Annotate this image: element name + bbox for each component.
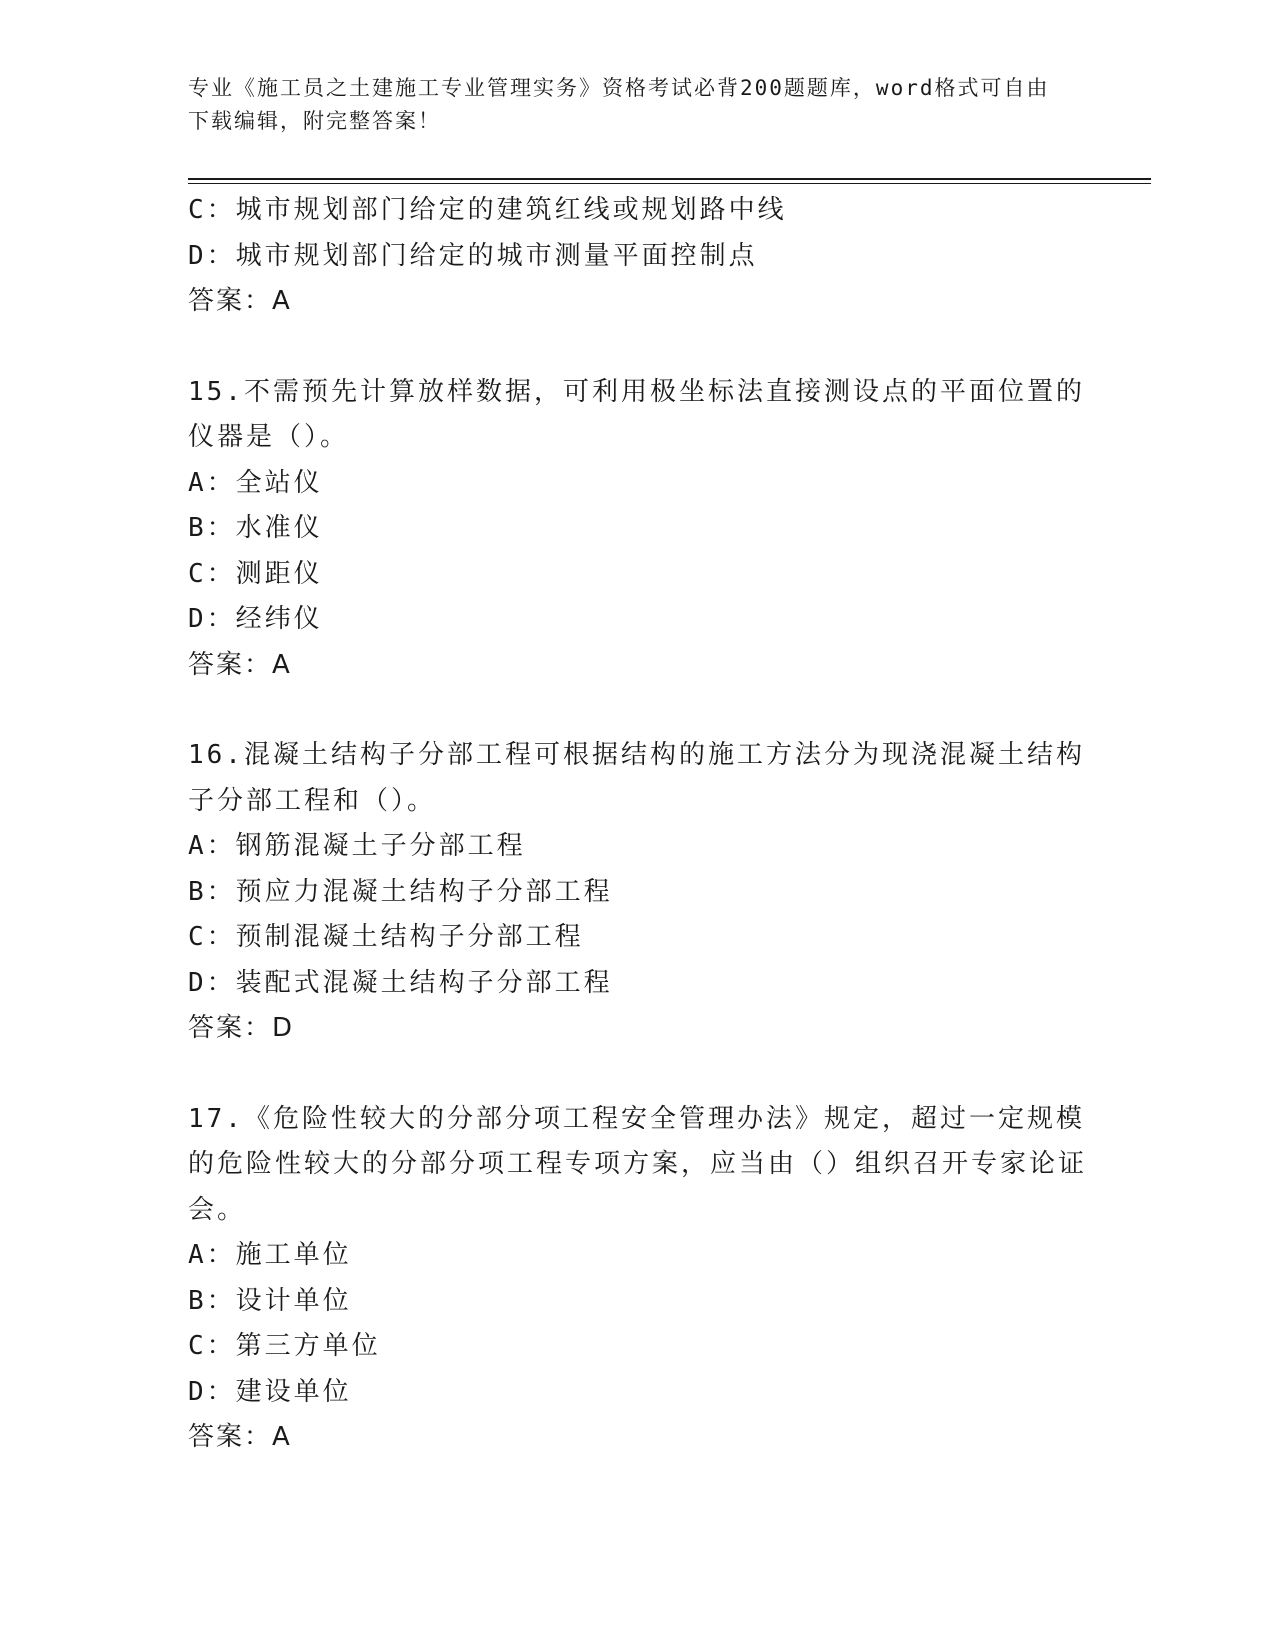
option-d: D：城市规划部门给定的城市测量平面控制点 [188, 240, 758, 271]
option-d: D：装配式混凝土结构子分部工程 [188, 967, 613, 998]
question-16 [188, 733, 1088, 1052]
question-14-continued [188, 188, 1088, 325]
question-17 [188, 1097, 1088, 1461]
spacer [188, 688, 1088, 733]
document-header: 专业《施工员之土建施工专业管理实务》资格考试必背200题题库，word格式可自由下载编辑，附完整答案！ [188, 76, 1050, 133]
question-list [188, 188, 1088, 1461]
option-b: B：预应力混凝土结构子分部工程 [188, 876, 613, 907]
option-b: B：设计单位 [188, 1285, 352, 1316]
option-a: A：全站仪 [188, 467, 323, 498]
spacer [188, 1052, 1088, 1097]
answer-label: 答案：A [188, 1422, 292, 1452]
option-c: C：测距仪 [188, 558, 323, 589]
spacer [188, 325, 1088, 370]
option-c: C：城市规划部门给定的建筑红线或规划路中线 [188, 195, 787, 225]
question-text: 17.《危险性较大的分部分项工程安全管理办法》规定，超过一定规模的危险性较大的分部分项工程专项方案，应当由（）组织召开专家论证会。 [188, 1103, 1088, 1225]
answer-label: 答案：D [188, 1013, 295, 1043]
option-c: C：第三方单位 [188, 1331, 381, 1361]
answer-label: 答案：A [188, 649, 292, 680]
option-d: D：经纬仪 [188, 604, 323, 634]
option-c: C：预制混凝土结构子分部工程 [188, 922, 584, 952]
header-rule-thick [188, 178, 1151, 180]
question-text: 15.不需预先计算放样数据，可利用极坐标法直接测设点的平面位置的仪器是（）。 [188, 376, 1085, 452]
option-a: A：施工单位 [188, 1240, 352, 1270]
option-a: A：钢筋混凝土子分部工程 [188, 831, 526, 861]
option-d: D：建设单位 [188, 1376, 352, 1407]
answer-label: 答案：A [188, 286, 292, 316]
header-rule-thin [188, 183, 1151, 184]
question-text: 16.混凝土结构子分部工程可根据结构的施工方法分为现浇混凝土结构子分部工程和（）。 [188, 740, 1085, 816]
question-15 [188, 370, 1088, 689]
option-b: B：水准仪 [188, 513, 323, 543]
